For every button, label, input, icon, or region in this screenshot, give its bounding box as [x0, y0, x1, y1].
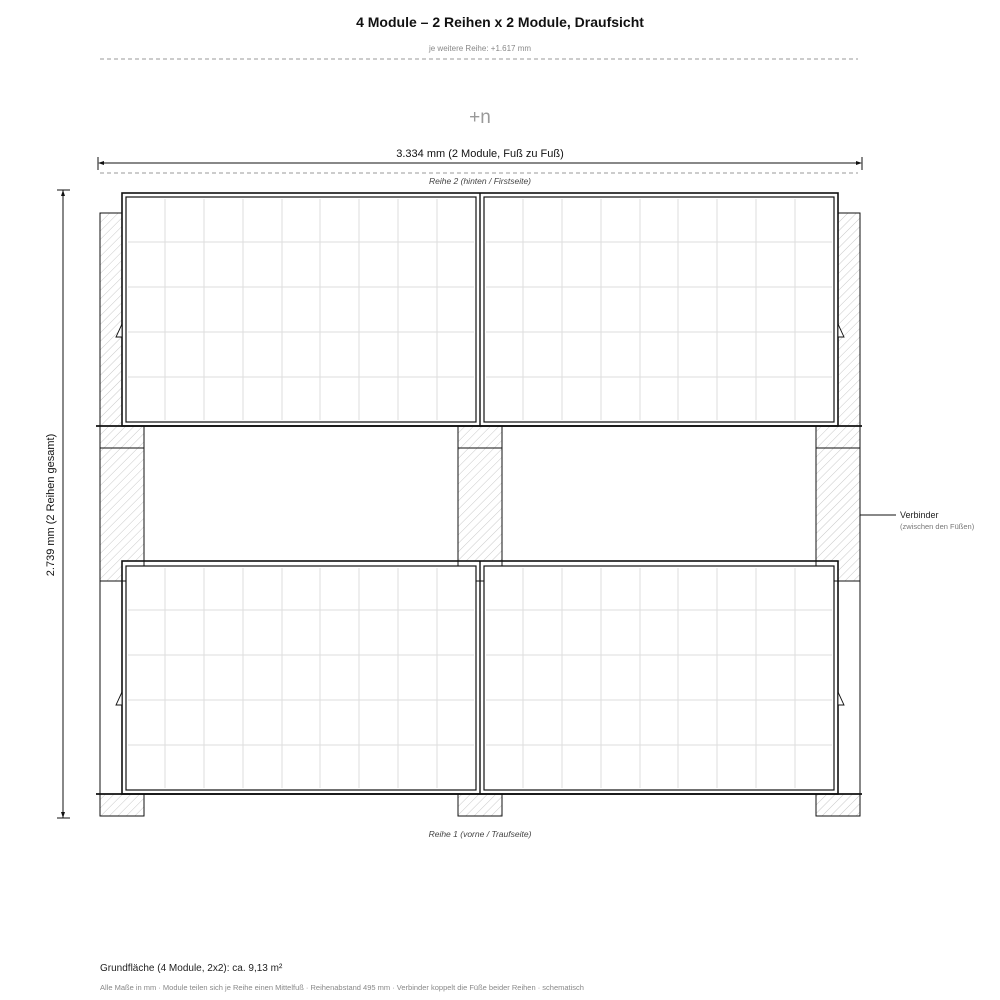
row1-foot-right — [816, 794, 860, 816]
row2-foot-middle — [458, 426, 502, 448]
row2-right-post — [838, 213, 860, 426]
extension-note: je weitere Reihe: +1.617 mm — [428, 44, 532, 53]
row1-foot-left — [100, 794, 144, 816]
module-row2-right — [484, 197, 834, 422]
row2-foot-right — [816, 426, 860, 448]
row2-foot-left — [100, 426, 144, 448]
height-dimension-label: 2.739 mm (2 Reihen gesamt) — [45, 433, 57, 577]
footer-area: Grundfläche (4 Module, 2x2): ca. 9,13 m² — [100, 963, 283, 974]
extension-symbol: +n — [469, 107, 491, 128]
row1-label: Reihe 1 (vorne / Traufseite) — [428, 829, 532, 839]
module-row1-left — [126, 566, 476, 790]
height-dimension-line — [57, 190, 70, 818]
diagram-title: 4 Module – 2 Reihen x 2 Module, Draufsicht — [356, 14, 644, 30]
row2-left-post — [100, 213, 122, 426]
footer-notes: Alle Maße in mm · Module teilen sich je Reihe einen Mittelfuß · Reihenabstand 495 mm · Verbinder koppelt die Füße beider Reihen · schematisch — [100, 983, 584, 992]
width-dimension-label: 3.334 mm (2 Module, Fuß zu Fuß) — [396, 148, 564, 160]
module-row1-right — [484, 566, 834, 790]
row2-label: Reihe 2 (hinten / Firstseite) — [428, 176, 532, 186]
row1-left-post — [100, 581, 122, 794]
connector-label: Verbinder — [900, 510, 939, 520]
module-row2-left — [126, 197, 476, 422]
connector-sublabel: (zwischen den Füßen) — [900, 522, 975, 531]
row1-foot-middle — [458, 794, 502, 816]
row1-right-post — [838, 581, 860, 794]
